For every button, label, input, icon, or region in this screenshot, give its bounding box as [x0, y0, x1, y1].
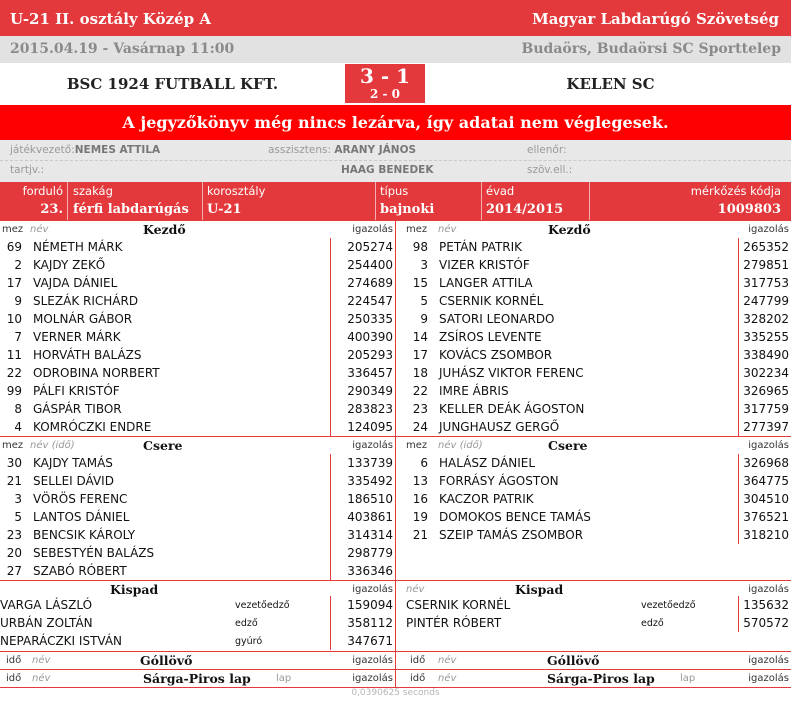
player-license: 205293: [347, 348, 393, 362]
col-igazolas: igazolás: [748, 673, 789, 684]
bench-license: 159094: [347, 598, 393, 612]
col-ido: idő: [6, 655, 22, 666]
player-number: 69: [6, 240, 22, 254]
player-row: [0, 310, 395, 328]
player-number: 22: [6, 366, 22, 380]
player-row: [0, 364, 395, 382]
player-name: KACZOR PATRIK: [439, 492, 534, 506]
player-license: 335255: [743, 330, 789, 344]
license-cell: [738, 596, 739, 614]
player-license: 254400: [347, 258, 393, 272]
col-nev: név: [438, 673, 457, 684]
col-igazolas: igazolás: [748, 440, 789, 451]
player-license: 326965: [743, 384, 789, 398]
halftime-score: 2 - 0: [369, 87, 401, 101]
player-name: SATORI LEONARDO: [439, 312, 555, 326]
player-row: [395, 238, 791, 256]
round-label: forduló: [22, 184, 63, 198]
license-cell: [330, 400, 331, 418]
league-title: U-21 II. osztály Közép A: [10, 10, 211, 28]
home-starters-header: [0, 220, 395, 238]
player-row: [0, 382, 395, 400]
license-cell: [738, 274, 739, 292]
player-number: 23: [6, 528, 22, 542]
player-license: 279851: [743, 258, 789, 272]
player-license: 124095: [347, 420, 393, 434]
officials-panel: [0, 140, 791, 182]
player-name: KAJDY ZEKŐ: [33, 258, 106, 272]
license-cell: [330, 382, 331, 400]
license-cell: [330, 632, 331, 650]
player-name: JUHÁSZ VIKTOR FERENC: [439, 366, 584, 380]
player-license: 328202: [743, 312, 789, 326]
player-row: [0, 490, 395, 508]
player-license: 338490: [743, 348, 789, 362]
player-number: 30: [6, 456, 22, 470]
player-license: 205274: [347, 240, 393, 254]
col-mez: mez: [2, 440, 24, 451]
license-cell: [330, 454, 331, 472]
home-team-name: BSC 1924 FUTBALL KFT.: [66, 75, 279, 93]
player-name: HALÁSZ DÁNIEL: [439, 456, 536, 470]
bench-license: 570572: [743, 616, 789, 630]
player-name: PETÁN PATRIK: [439, 240, 523, 254]
player-row: [395, 472, 791, 490]
player-license: 314314: [347, 528, 393, 542]
branch-value: férfi labdarúgás: [73, 202, 189, 217]
player-license: 290349: [347, 384, 393, 398]
player-name: GÁSPÁR TIBOR: [33, 402, 122, 416]
player-row: [0, 274, 395, 292]
license-cell: [330, 364, 331, 382]
player-number: 20: [6, 546, 22, 560]
player-name: NÉMETH MÁRK: [33, 240, 123, 254]
render-time: 0,0390625 seconds: [351, 688, 440, 698]
type-label: típus: [380, 184, 409, 198]
away-team-name: KELEN SC: [566, 75, 655, 93]
license-cell: [330, 472, 331, 490]
player-number: 99: [6, 384, 22, 398]
assistant1-name: ARANY JÁNOS: [334, 144, 417, 156]
license-cell: [330, 238, 331, 256]
col-igazolas: igazolás: [748, 584, 789, 595]
player-number: 4: [14, 420, 22, 434]
player-row: [395, 328, 791, 346]
player-name: BENCSIK KÁROLY: [33, 528, 136, 542]
license-cell: [738, 400, 739, 418]
player-number: 18: [412, 366, 428, 380]
license-cell: [738, 454, 739, 472]
player-number: 6: [420, 456, 428, 470]
player-row: [0, 328, 395, 346]
column-divider: [395, 220, 396, 688]
player-number: 11: [6, 348, 22, 362]
player-number: 19: [412, 510, 428, 524]
col-ido: idő: [410, 673, 426, 684]
license-cell: [738, 382, 739, 400]
player-license: 376521: [743, 510, 789, 524]
license-cell: [330, 292, 331, 310]
license-cell: [738, 526, 739, 544]
license-cell: [330, 418, 331, 436]
player-number: 23: [412, 402, 428, 416]
section-title: Sárga-Piros lap: [547, 671, 655, 686]
col-lap: lap: [680, 673, 696, 684]
player-row: [395, 382, 791, 400]
player-name: SZEIP TAMÁS ZSOMBOR: [439, 528, 584, 542]
player-number: 2: [14, 258, 22, 272]
bench-role: vezetőedző: [641, 600, 696, 611]
license-cell: [330, 614, 331, 632]
away-scorers-header: [395, 651, 791, 669]
player-number: 15: [412, 276, 428, 290]
reserve-referee-label: tartjv.:: [10, 164, 45, 176]
player-license: 133739: [347, 456, 393, 470]
match-datetime: 2015.04.19 - Vasárnap 11:00: [10, 41, 235, 57]
player-name: LANGER ATTILA: [439, 276, 533, 290]
assistant-field: [268, 144, 416, 156]
bench-name: NEPARÁCZKI ISTVÁN: [0, 634, 123, 648]
col-nev: név: [30, 224, 49, 235]
player-number: 5: [14, 510, 22, 524]
bench-license: 347671: [347, 634, 393, 648]
player-number: 3: [14, 492, 22, 506]
controller-label: ellenőr:: [527, 144, 567, 156]
player-number: 13: [412, 474, 428, 488]
col-nev: név: [406, 584, 425, 595]
bench-row: [395, 596, 791, 614]
player-row: [0, 418, 395, 436]
player-row: [395, 400, 791, 418]
player-row: [0, 454, 395, 472]
player-number: 10: [6, 312, 22, 326]
player-row: [395, 526, 791, 544]
bench-row: [0, 614, 395, 632]
license-cell: [738, 256, 739, 274]
player-name: KOVÁCS ZSOMBOR: [439, 348, 553, 362]
player-name: VIZER KRISTÓF: [439, 258, 530, 272]
col-igazolas: igazolás: [352, 584, 393, 595]
col-mez: mez: [2, 224, 24, 235]
player-name: SELLEI DÁVID: [33, 474, 114, 488]
player-number: 21: [6, 474, 22, 488]
license-cell: [330, 310, 331, 328]
referee-field: [10, 144, 160, 156]
col-igazolas: igazolás: [748, 655, 789, 666]
player-name: SLEZÁK RICHÁRD: [33, 294, 139, 308]
player-license: 336346: [347, 564, 393, 578]
player-number: 7: [14, 330, 22, 344]
section-divider: [395, 436, 791, 437]
player-number: 98: [412, 240, 428, 254]
section-title: Góllövő: [140, 653, 193, 668]
col-mez: mez: [406, 440, 428, 451]
col-nev-ido: név (idő): [30, 440, 75, 451]
home-subs-header: [0, 436, 395, 454]
player-row: [395, 508, 791, 526]
player-license: 335492: [347, 474, 393, 488]
player-row: [0, 526, 395, 544]
player-number: 17: [6, 276, 22, 290]
player-row: [0, 400, 395, 418]
bench-role: edző: [641, 618, 664, 629]
license-cell: [330, 490, 331, 508]
player-name: VÖRÖS FERENC: [33, 492, 128, 506]
player-name: IMRE ÁBRIS: [439, 384, 509, 398]
match-info-bar: [0, 182, 791, 220]
col-igazolas: igazolás: [352, 673, 393, 684]
player-row: [0, 544, 395, 562]
player-name: CSERNIK KORNÉL: [439, 294, 544, 308]
away-starters-header: [395, 220, 791, 238]
player-license: 317759: [743, 402, 789, 416]
player-row: [395, 364, 791, 382]
license-cell: [738, 418, 739, 436]
bench-row: [395, 614, 791, 632]
player-license: 403861: [347, 510, 393, 524]
col-ido: idő: [410, 655, 426, 666]
player-row: [0, 292, 395, 310]
col-igazolas: igazolás: [352, 440, 393, 451]
player-name: SZABÓ RÓBERT: [33, 564, 127, 578]
player-license: 283823: [347, 402, 393, 416]
bench-role: vezetőedző: [235, 600, 290, 611]
section-title: Kezdő: [143, 222, 186, 237]
bench-name: PINTÉR RÓBERT: [406, 616, 502, 630]
col-lap: lap: [276, 673, 292, 684]
bench-license: 358112: [347, 616, 393, 630]
bench-row: [0, 632, 395, 650]
license-cell: [738, 328, 739, 346]
final-score: 3 - 1: [359, 64, 411, 88]
player-number: 9: [420, 312, 428, 326]
player-number: 16: [412, 492, 428, 506]
player-license: 318210: [743, 528, 789, 542]
player-license: 247799: [743, 294, 789, 308]
player-license: 298779: [347, 546, 393, 560]
license-cell: [738, 310, 739, 328]
section-title: Kispad: [515, 582, 564, 597]
player-name: KOMRÓCZKI ENDRE: [33, 420, 152, 434]
top-bar: [0, 0, 791, 36]
player-name: JUNGHAUSZ GERGŐ: [439, 420, 560, 434]
season-label: évad: [486, 184, 515, 198]
license-cell: [330, 562, 331, 580]
age-value: U-21: [207, 202, 242, 217]
license-cell: [738, 472, 739, 490]
section-title: Csere: [143, 438, 183, 453]
col-igazolas: igazolás: [352, 224, 393, 235]
player-license: 326968: [743, 456, 789, 470]
license-cell: [330, 274, 331, 292]
player-license: 400390: [347, 330, 393, 344]
player-license: 302234: [743, 366, 789, 380]
player-license: 224547: [347, 294, 393, 308]
player-license: 250335: [347, 312, 393, 326]
referee-label: játékvezető:: [10, 144, 75, 156]
player-row: [395, 256, 791, 274]
round-value: 23.: [40, 202, 63, 217]
player-license: 265352: [743, 240, 789, 254]
player-name: HORVÁTH BALÁZS: [33, 348, 142, 362]
player-row: [395, 292, 791, 310]
assistant2-name: HAAG BENEDEK: [341, 164, 434, 176]
bench-name: URBÁN ZOLTÁN: [0, 616, 93, 630]
player-row: [0, 346, 395, 364]
license-cell: [738, 508, 739, 526]
col-igazolas: igazolás: [748, 224, 789, 235]
col-ido: idő: [6, 673, 22, 684]
license-cell: [330, 544, 331, 562]
player-row: [0, 562, 395, 580]
player-name: ODROBINA NORBERT: [33, 366, 160, 380]
federation-name: Magyar Labdarúgó Szövetség: [532, 10, 779, 28]
col-nev: név: [438, 224, 457, 235]
player-name: LANTOS DÁNIEL: [33, 510, 130, 524]
match-venue: Budaörs, Budaörsi SC Sporttelep: [521, 41, 781, 57]
type-value: bajnoki: [380, 202, 435, 217]
age-label: korosztály: [207, 184, 266, 198]
player-number: 14: [412, 330, 428, 344]
player-number: 9: [14, 294, 22, 308]
teams-row: [0, 63, 791, 105]
player-name: DOMOKOS BENCE TAMÁS: [439, 510, 591, 524]
license-cell: [738, 364, 739, 382]
section-divider: [0, 436, 395, 437]
home-cards-header: [0, 669, 395, 688]
license-cell: [330, 596, 331, 614]
license-cell: [330, 526, 331, 544]
player-number: 3: [420, 258, 428, 272]
player-name: PÁLFI KRISTÓF: [33, 384, 120, 398]
license-cell: [330, 346, 331, 364]
bench-role: edző: [235, 618, 258, 629]
player-license: 364775: [743, 474, 789, 488]
col-nev-ido: név (idő): [438, 440, 483, 451]
player-name: VERNER MÁRK: [33, 330, 121, 344]
match-code-value: 1009803: [717, 202, 781, 217]
player-number: 17: [412, 348, 428, 362]
match-code-label: mérkőzés kódja: [690, 184, 781, 198]
player-number: 5: [420, 294, 428, 308]
license-cell: [738, 490, 739, 508]
player-row: [395, 454, 791, 472]
license-cell: [738, 614, 739, 632]
player-license: 274689: [347, 276, 393, 290]
player-row: [395, 310, 791, 328]
player-name: VAJDA DÁNIEL: [33, 276, 118, 290]
season-value: 2014/2015: [486, 202, 564, 217]
player-name: MOLNÁR GÁBOR: [33, 312, 133, 326]
player-row: [395, 346, 791, 364]
warning-banner: A jegyzőkönyv még nincs lezárva, így adatai nem véglegesek.: [0, 105, 791, 140]
player-license: 336457: [347, 366, 393, 380]
score-box: [345, 64, 425, 103]
player-number: 22: [412, 384, 428, 398]
away-subs-header: [395, 436, 791, 454]
player-number: 24: [412, 420, 428, 434]
license-cell: [330, 328, 331, 346]
section-title: Kispad: [110, 582, 159, 597]
col-nev: név: [32, 673, 51, 684]
col-nev: név: [32, 655, 51, 666]
player-row: [395, 274, 791, 292]
date-bar: [0, 36, 791, 63]
player-license: 186510: [347, 492, 393, 506]
section-title: Csere: [548, 438, 588, 453]
player-name: ZSÍROS LEVENTE: [439, 330, 542, 344]
player-name: SEBESTYÉN BALÁZS: [33, 546, 155, 560]
player-license: 317753: [743, 276, 789, 290]
bench-name: CSERNIK KORNÉL: [406, 598, 511, 612]
section-title: Kezdő: [548, 222, 591, 237]
license-cell: [738, 292, 739, 310]
player-number: 27: [6, 564, 22, 578]
license-cell: [330, 256, 331, 274]
assistant-label: asszisztens:: [268, 144, 332, 156]
player-row: [0, 472, 395, 490]
section-title: Góllövő: [547, 653, 600, 668]
player-name: KAJDY TAMÁS: [33, 456, 113, 470]
player-name: KELLER DEÁK ÁGOSTON: [439, 402, 585, 416]
bench-role: gyúró: [235, 636, 263, 647]
branch-label: szakág: [73, 184, 113, 198]
player-name: FORRÁSY ÁGOSTON: [439, 474, 559, 488]
player-number: 21: [412, 528, 428, 542]
license-cell: [330, 508, 331, 526]
player-number: 8: [14, 402, 22, 416]
col-mez: mez: [406, 224, 428, 235]
player-row: [0, 508, 395, 526]
player-row: [0, 238, 395, 256]
bench-name: VARGA LÁSZLÓ: [0, 598, 93, 612]
license-cell: [738, 346, 739, 364]
bench-license: 135632: [743, 598, 789, 612]
player-license: 304510: [743, 492, 789, 506]
player-row: [395, 418, 791, 436]
license-cell: [738, 238, 739, 256]
away-cards-header: [395, 669, 791, 688]
home-scorers-header: [0, 651, 395, 669]
federation-controller-label: szöv.ell.:: [527, 164, 573, 176]
col-igazolas: igazolás: [352, 655, 393, 666]
player-row: [0, 256, 395, 274]
referee-name: NEMES ATTILA: [74, 144, 161, 156]
player-row: [395, 490, 791, 508]
col-nev: név: [438, 655, 457, 666]
section-title: Sárga-Piros lap: [143, 671, 251, 686]
bench-row: [0, 596, 395, 614]
player-license: 277397: [743, 420, 789, 434]
